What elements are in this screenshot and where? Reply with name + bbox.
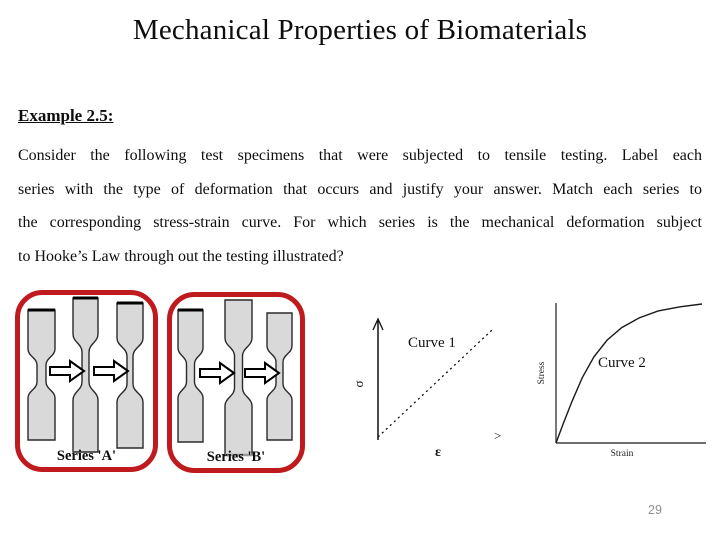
example-heading: Example 2.5: — [18, 106, 114, 125]
slide-title: Mechanical Properties of Biomaterials — [132, 14, 588, 46]
problem-statement — [18, 139, 702, 273]
right-block-arrow-icon — [94, 361, 128, 381]
x-axis-label: ε — [435, 445, 441, 460]
y-axis-label: Stress — [537, 361, 547, 385]
paragraph-line: series with the type of deformation that occurs and justify your answer. Match each series to — [18, 180, 702, 198]
y-axis-label: σ — [351, 380, 366, 388]
paragraph-line: the corresponding stress-strain curve. For which series is the mechanical deformation subject — [18, 214, 702, 232]
right-block-arrow-icon — [245, 363, 279, 383]
page-number: 29 — [648, 503, 662, 517]
curve2-data-line — [556, 304, 702, 443]
series-a-figure — [15, 290, 158, 472]
series-a-label: Series 'A' — [56, 448, 117, 464]
paragraph-line: to Hooke’s Law through out the testing illustrated? — [18, 247, 344, 265]
paragraph-line: Consider the following test specimens that were subjected to tensile testing. Label each — [18, 147, 702, 164]
curve1-chart — [350, 300, 515, 465]
x-axis-arrow-glyph: > — [494, 428, 502, 443]
right-block-arrow-icon — [200, 363, 234, 383]
curve1-title: Curve 1 — [408, 335, 456, 351]
series-b-label: Series 'B' — [206, 449, 266, 465]
curve2-title: Curve 2 — [598, 355, 646, 371]
right-block-arrow-icon — [50, 361, 84, 381]
series-b-figure — [167, 292, 305, 473]
x-axis-label: Strain — [610, 449, 634, 459]
curve2-chart — [530, 295, 710, 465]
